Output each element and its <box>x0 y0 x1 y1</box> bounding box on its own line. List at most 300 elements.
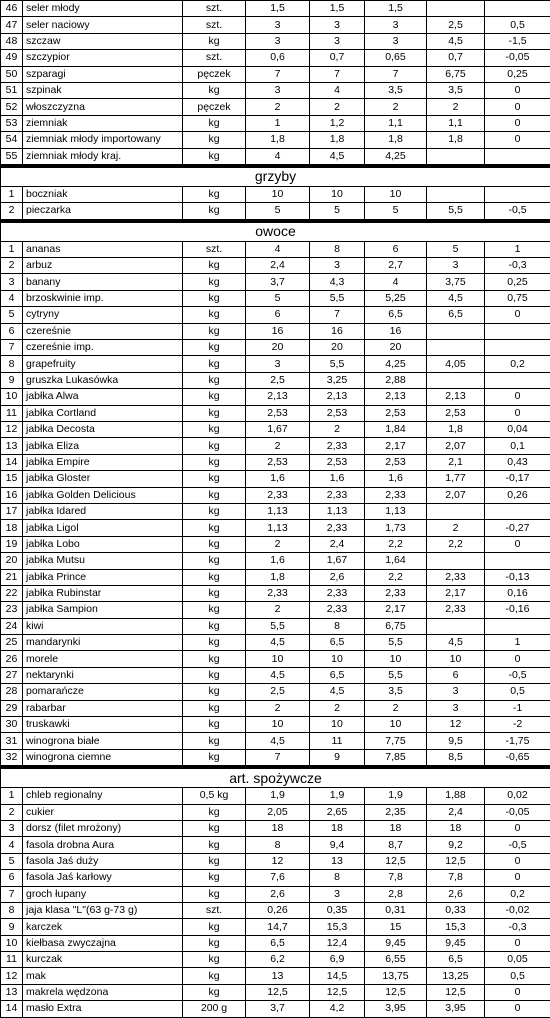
product-name: ananas <box>23 241 183 257</box>
price-min: 8 <box>246 837 310 853</box>
price-previous: 3,5 <box>427 82 485 98</box>
product-name: jaja klasa "L"(63 g-73 g) <box>23 902 183 918</box>
price-min: 4,5 <box>246 733 310 749</box>
unit: kg <box>183 132 246 148</box>
price-avg: 2,2 <box>365 536 427 552</box>
price-max: 10 <box>310 186 365 202</box>
table-row <box>1 307 550 323</box>
unit: kg <box>183 886 246 902</box>
price-change: -0,5 <box>485 837 550 853</box>
price-previous: 2,4 <box>427 804 485 820</box>
price-previous <box>427 553 485 569</box>
price-min: 1,8 <box>246 132 310 148</box>
row-number: 28 <box>1 684 23 700</box>
table-row <box>1 241 550 257</box>
price-max: 2,33 <box>310 585 365 601</box>
table-row <box>1 405 550 421</box>
product-name: nektarynki <box>23 667 183 683</box>
price-max: 8 <box>310 241 365 257</box>
product-name: kiwi <box>23 618 183 634</box>
price-change: 0,5 <box>485 684 550 700</box>
price-avg: 2,17 <box>365 438 427 454</box>
row-number: 7 <box>1 340 23 356</box>
price-avg: 2,33 <box>365 487 427 503</box>
price-previous: 2,07 <box>427 438 485 454</box>
price-max: 2,33 <box>310 602 365 618</box>
price-max: 1,5 <box>310 1 365 17</box>
price-min: 4 <box>246 241 310 257</box>
price-min: 7 <box>246 66 310 82</box>
row-number: 12 <box>1 968 23 984</box>
product-name: brzoskwinie imp. <box>23 290 183 306</box>
row-number: 13 <box>1 984 23 1000</box>
price-change <box>485 618 550 634</box>
unit: kg <box>183 585 246 601</box>
price-change: -0,3 <box>485 258 550 274</box>
product-name: jabłka Golden Delicious <box>23 487 183 503</box>
price-change: 0 <box>485 853 550 869</box>
product-name: jabłka Gloster <box>23 471 183 487</box>
price-max: 2,53 <box>310 454 365 470</box>
unit: pęczek <box>183 66 246 82</box>
price-max: 1,13 <box>310 503 365 519</box>
price-avg: 7,75 <box>365 733 427 749</box>
price-change: 0 <box>485 82 550 98</box>
price-avg: 5,5 <box>365 635 427 651</box>
row-number: 3 <box>1 274 23 290</box>
price-avg: 1,1 <box>365 115 427 131</box>
price-max: 0,35 <box>310 902 365 918</box>
product-name: ziemniak młody importowany <box>23 132 183 148</box>
price-avg: 3,5 <box>365 82 427 98</box>
price-previous: 12,5 <box>427 984 485 1000</box>
unit: kg <box>183 569 246 585</box>
product-name: morele <box>23 651 183 667</box>
table-row <box>1 66 550 82</box>
product-name: jabłka Cortland <box>23 405 183 421</box>
price-min: 2,4 <box>246 258 310 274</box>
price-previous <box>427 503 485 519</box>
unit: kg <box>183 667 246 683</box>
price-change: 0,5 <box>485 17 550 33</box>
product-name: włoszczyzna <box>23 99 183 115</box>
price-avg: 1,8 <box>365 132 427 148</box>
price-max: 2 <box>310 421 365 437</box>
product-name: grapefruity <box>23 356 183 372</box>
price-min: 10 <box>246 651 310 667</box>
unit: kg <box>183 258 246 274</box>
price-min: 3 <box>246 33 310 49</box>
price-min: 2,53 <box>246 405 310 421</box>
product-name: jabłka Mutsu <box>23 553 183 569</box>
table-row <box>1 503 550 519</box>
price-previous: 2 <box>427 520 485 536</box>
table-row <box>1 340 550 356</box>
unit: kg <box>183 968 246 984</box>
unit: kg <box>183 503 246 519</box>
price-min: 2,33 <box>246 585 310 601</box>
price-change: 0,02 <box>485 788 550 804</box>
row-number: 13 <box>1 438 23 454</box>
table-row <box>1 115 550 131</box>
price-min: 3,7 <box>246 1001 310 1017</box>
price-change <box>485 553 550 569</box>
product-name: mak <box>23 968 183 984</box>
row-number: 2 <box>1 203 23 221</box>
price-avg: 1,73 <box>365 520 427 536</box>
row-number: 6 <box>1 323 23 339</box>
product-name: czereśnie imp. <box>23 340 183 356</box>
product-name: winogrona ciemne <box>23 749 183 767</box>
price-previous: 5 <box>427 241 485 257</box>
price-max: 10 <box>310 717 365 733</box>
price-max: 2,33 <box>310 487 365 503</box>
row-number: 20 <box>1 553 23 569</box>
price-min: 2,33 <box>246 487 310 503</box>
price-previous: 9,5 <box>427 733 485 749</box>
unit: kg <box>183 749 246 767</box>
price-avg: 7,85 <box>365 749 427 767</box>
table-row <box>1 569 550 585</box>
row-number: 17 <box>1 503 23 519</box>
price-max: 9 <box>310 749 365 767</box>
row-number: 12 <box>1 421 23 437</box>
price-change: 0,2 <box>485 356 550 372</box>
price-min: 18 <box>246 820 310 836</box>
price-max: 1,67 <box>310 553 365 569</box>
price-avg: 6,5 <box>365 307 427 323</box>
price-previous: 5,5 <box>427 203 485 221</box>
price-previous: 4,5 <box>427 33 485 49</box>
table-row <box>1 99 550 115</box>
price-change: 0,75 <box>485 290 550 306</box>
table-row <box>1 968 550 984</box>
price-avg: 15 <box>365 919 427 935</box>
price-change: 0,25 <box>485 66 550 82</box>
price-previous: 12,5 <box>427 853 485 869</box>
table-row <box>1 853 550 869</box>
row-number: 31 <box>1 733 23 749</box>
price-min: 2 <box>246 536 310 552</box>
row-number: 10 <box>1 389 23 405</box>
price-avg: 7,8 <box>365 870 427 886</box>
price-max: 2,6 <box>310 569 365 585</box>
price-previous: 1,8 <box>427 132 485 148</box>
row-number: 54 <box>1 132 23 148</box>
table-row <box>1 935 550 951</box>
unit: 0,5 kg <box>183 788 246 804</box>
price-change: 0 <box>485 870 550 886</box>
price-avg: 7 <box>365 66 427 82</box>
unit: kg <box>183 438 246 454</box>
price-min: 3 <box>246 356 310 372</box>
section-header <box>1 166 550 187</box>
price-change: 0 <box>485 405 550 421</box>
table-row <box>1 471 550 487</box>
table-row <box>1 837 550 853</box>
price-max: 4,3 <box>310 274 365 290</box>
price-change: 0 <box>485 536 550 552</box>
price-min: 7,6 <box>246 870 310 886</box>
row-number: 16 <box>1 487 23 503</box>
table-row <box>1 820 550 836</box>
price-avg: 3 <box>365 17 427 33</box>
price-avg: 1,13 <box>365 503 427 519</box>
price-avg: 16 <box>365 323 427 339</box>
table-row <box>1 323 550 339</box>
price-change: 0,5 <box>485 968 550 984</box>
price-previous: 1,1 <box>427 115 485 131</box>
price-change: 1 <box>485 635 550 651</box>
product-name: jabłka Empire <box>23 454 183 470</box>
price-change: -0,16 <box>485 602 550 618</box>
price-change: -0,05 <box>485 50 550 66</box>
price-previous: 18 <box>427 820 485 836</box>
table-row <box>1 553 550 569</box>
price-min: 1,5 <box>246 1 310 17</box>
price-avg: 2,7 <box>365 258 427 274</box>
table-row <box>1 17 550 33</box>
price-previous: 0,33 <box>427 902 485 918</box>
product-name: fasola drobna Aura <box>23 837 183 853</box>
price-avg: 4,25 <box>365 148 427 166</box>
table-row <box>1 651 550 667</box>
price-previous: 2,5 <box>427 17 485 33</box>
product-name: seler naciowy <box>23 17 183 33</box>
product-name: arbuz <box>23 258 183 274</box>
price-avg: 18 <box>365 820 427 836</box>
price-previous: 2,33 <box>427 602 485 618</box>
row-number: 11 <box>1 405 23 421</box>
product-name: jabłka Eliza <box>23 438 183 454</box>
price-previous: 8,5 <box>427 749 485 767</box>
row-number: 19 <box>1 536 23 552</box>
unit: kg <box>183 405 246 421</box>
unit: kg <box>183 717 246 733</box>
price-change: -0,3 <box>485 919 550 935</box>
price-max: 4 <box>310 82 365 98</box>
price-avg: 2,35 <box>365 804 427 820</box>
row-number: 4 <box>1 837 23 853</box>
price-max: 18 <box>310 820 365 836</box>
table-row <box>1 749 550 767</box>
table-row <box>1 82 550 98</box>
product-name: szpinak <box>23 82 183 98</box>
price-change: -0,65 <box>485 749 550 767</box>
row-number: 11 <box>1 952 23 968</box>
unit: kg <box>183 421 246 437</box>
row-number: 14 <box>1 1001 23 1017</box>
unit: szt. <box>183 241 246 257</box>
price-min: 2,5 <box>246 372 310 388</box>
price-previous: 1,77 <box>427 471 485 487</box>
unit: kg <box>183 984 246 1000</box>
product-name: winogrona białe <box>23 733 183 749</box>
table-row <box>1 804 550 820</box>
product-name: czereśnie <box>23 323 183 339</box>
price-min: 3,7 <box>246 274 310 290</box>
table-row <box>1 919 550 935</box>
price-change: 1 <box>485 241 550 257</box>
table-row <box>1 454 550 470</box>
price-change: 0 <box>485 984 550 1000</box>
unit: kg <box>183 454 246 470</box>
price-max: 0,7 <box>310 50 365 66</box>
price-change: 0 <box>485 132 550 148</box>
price-previous: 10 <box>427 651 485 667</box>
price-max: 8 <box>310 618 365 634</box>
price-min: 6 <box>246 307 310 323</box>
product-name: jabłka Lobo <box>23 536 183 552</box>
price-min: 1,67 <box>246 421 310 437</box>
price-change: -0,02 <box>485 902 550 918</box>
price-change: 0,25 <box>485 274 550 290</box>
price-change: 0 <box>485 99 550 115</box>
product-name: jabłka Rubinstar <box>23 585 183 601</box>
row-number: 25 <box>1 635 23 651</box>
row-number: 14 <box>1 454 23 470</box>
price-min: 2,5 <box>246 684 310 700</box>
row-number: 1 <box>1 186 23 202</box>
price-avg: 2,2 <box>365 569 427 585</box>
price-min: 1,8 <box>246 569 310 585</box>
product-name: karczek <box>23 919 183 935</box>
price-table-body <box>1 1 550 1018</box>
section-title: art. spożywcze <box>1 767 550 788</box>
unit: kg <box>183 307 246 323</box>
price-change: 0 <box>485 389 550 405</box>
unit: kg <box>183 651 246 667</box>
price-avg: 2,88 <box>365 372 427 388</box>
unit: szt. <box>183 50 246 66</box>
price-min: 10 <box>246 186 310 202</box>
unit: kg <box>183 389 246 405</box>
price-max: 5 <box>310 203 365 221</box>
price-previous: 13,25 <box>427 968 485 984</box>
price-change: 0 <box>485 820 550 836</box>
price-min: 2,53 <box>246 454 310 470</box>
unit: kg <box>183 536 246 552</box>
unit: kg <box>183 618 246 634</box>
price-avg: 1,84 <box>365 421 427 437</box>
product-name: jabłka Decosta <box>23 421 183 437</box>
table-row <box>1 372 550 388</box>
price-max: 3 <box>310 33 365 49</box>
row-number: 24 <box>1 618 23 634</box>
table-row <box>1 520 550 536</box>
price-max: 6,5 <box>310 635 365 651</box>
table-row <box>1 717 550 733</box>
row-number: 18 <box>1 520 23 536</box>
section-header <box>1 767 550 788</box>
price-previous: 4,5 <box>427 290 485 306</box>
unit: kg <box>183 203 246 221</box>
price-previous: 3 <box>427 700 485 716</box>
price-change: 0,43 <box>485 454 550 470</box>
table-row <box>1 487 550 503</box>
unit: kg <box>183 935 246 951</box>
product-name: jabłka Prince <box>23 569 183 585</box>
price-avg: 2 <box>365 700 427 716</box>
price-min: 1,13 <box>246 520 310 536</box>
table-row <box>1 984 550 1000</box>
price-avg: 2,13 <box>365 389 427 405</box>
unit: kg <box>183 820 246 836</box>
table-row <box>1 421 550 437</box>
price-min: 2 <box>246 99 310 115</box>
table-row <box>1 389 550 405</box>
price-previous: 3 <box>427 684 485 700</box>
price-max: 1,9 <box>310 788 365 804</box>
price-change: 0,2 <box>485 886 550 902</box>
price-previous <box>427 148 485 166</box>
price-avg: 12,5 <box>365 984 427 1000</box>
price-avg: 13,75 <box>365 968 427 984</box>
price-avg: 0,31 <box>365 902 427 918</box>
price-change: -1,75 <box>485 733 550 749</box>
unit: kg <box>183 919 246 935</box>
price-max: 12,5 <box>310 984 365 1000</box>
price-max: 2,33 <box>310 520 365 536</box>
unit: kg <box>183 700 246 716</box>
price-change: 0,26 <box>485 487 550 503</box>
price-change: 0 <box>485 307 550 323</box>
row-number: 15 <box>1 471 23 487</box>
price-previous: 4,5 <box>427 635 485 651</box>
price-avg: 5,5 <box>365 667 427 683</box>
table-row <box>1 585 550 601</box>
price-previous: 2,1 <box>427 454 485 470</box>
price-min: 6,5 <box>246 935 310 951</box>
unit: szt. <box>183 17 246 33</box>
price-min: 7 <box>246 749 310 767</box>
table-row <box>1 356 550 372</box>
product-name: truskawki <box>23 717 183 733</box>
table-row <box>1 274 550 290</box>
price-previous: 1,8 <box>427 421 485 437</box>
price-max: 8 <box>310 870 365 886</box>
price-min: 2 <box>246 438 310 454</box>
table-row <box>1 684 550 700</box>
price-max: 20 <box>310 340 365 356</box>
unit: kg <box>183 635 246 651</box>
price-min: 4,5 <box>246 635 310 651</box>
price-previous: 6,5 <box>427 952 485 968</box>
product-name: banany <box>23 274 183 290</box>
price-max: 3,25 <box>310 372 365 388</box>
price-avg: 3 <box>365 33 427 49</box>
price-avg: 1,5 <box>365 1 427 17</box>
price-avg: 9,45 <box>365 935 427 951</box>
price-max: 3 <box>310 17 365 33</box>
price-previous: 3,75 <box>427 274 485 290</box>
price-avg: 6 <box>365 241 427 257</box>
table-row <box>1 148 550 166</box>
table-row <box>1 733 550 749</box>
unit: kg <box>183 853 246 869</box>
product-name: gruszka Lukasówka <box>23 372 183 388</box>
price-change: -0,17 <box>485 471 550 487</box>
price-previous: 6,75 <box>427 66 485 82</box>
table-row <box>1 536 550 552</box>
price-max: 9,4 <box>310 837 365 853</box>
row-number: 1 <box>1 241 23 257</box>
price-max: 1,2 <box>310 115 365 131</box>
product-name: szczaw <box>23 33 183 49</box>
unit: kg <box>183 487 246 503</box>
price-max: 7 <box>310 307 365 323</box>
table-row <box>1 33 550 49</box>
